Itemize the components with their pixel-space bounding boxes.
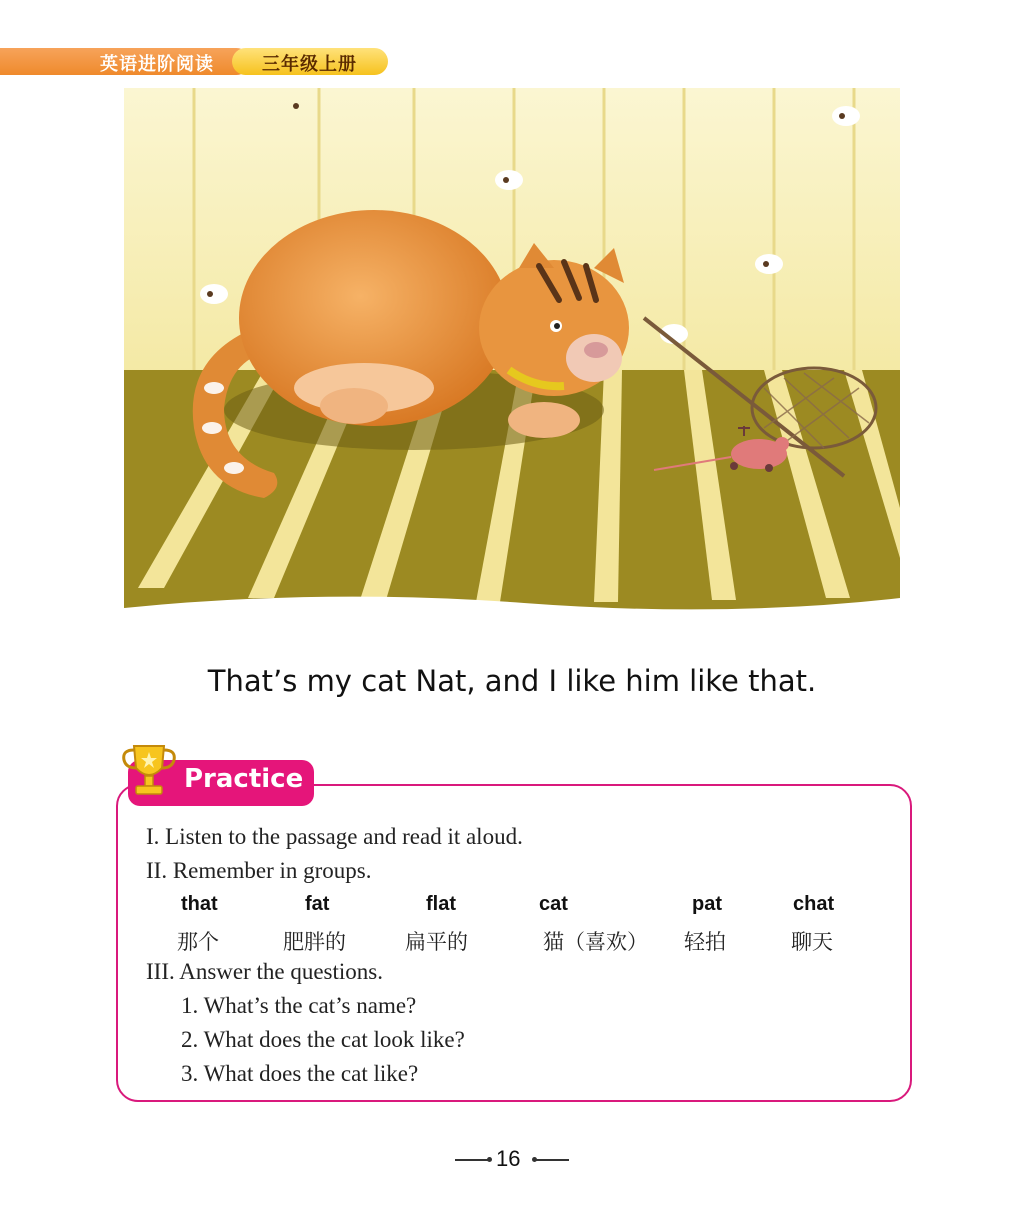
practice-title: Practice [184,764,304,794]
page-number: 16 [496,1146,521,1171]
footer-rule-left [455,1159,489,1161]
cat-illustration [124,88,900,634]
question-3: 3. What does the cat like? [181,1061,419,1086]
word-cn: 聊天 [791,930,833,954]
word-en: fat [305,893,330,915]
task-1: I. Listen to the passage and read it aloud. [146,824,523,849]
task-2: II. Remember in groups. [146,858,372,883]
word-en: flat [426,893,456,915]
grade-label: 三年级上册 [262,54,357,75]
word-cn: 轻拍 [684,930,726,954]
series-title: 英语进阶阅读 [100,54,214,75]
question-2: 2. What does the cat look like? [181,1027,465,1052]
word-en: that [181,893,218,915]
trophy-icon [116,738,182,804]
question-1: 1. What’s the cat’s name? [181,993,417,1018]
word-cn: 扁平的 [405,930,468,954]
task-3: III. Answer the questions. [146,959,383,984]
page-footer [0,1146,1024,1172]
word-cn: 猫（喜欢） [543,930,648,954]
word-cn: 那个 [177,930,219,954]
word-cn: 肥胖的 [283,930,346,954]
word-en: chat [793,893,835,915]
footer-dot-left [487,1157,492,1162]
word-en: cat [539,893,568,915]
story-caption: That’s my cat Nat, and I like him like that. [207,664,817,698]
word-en: pat [692,893,722,915]
footer-rule-right [535,1159,569,1161]
